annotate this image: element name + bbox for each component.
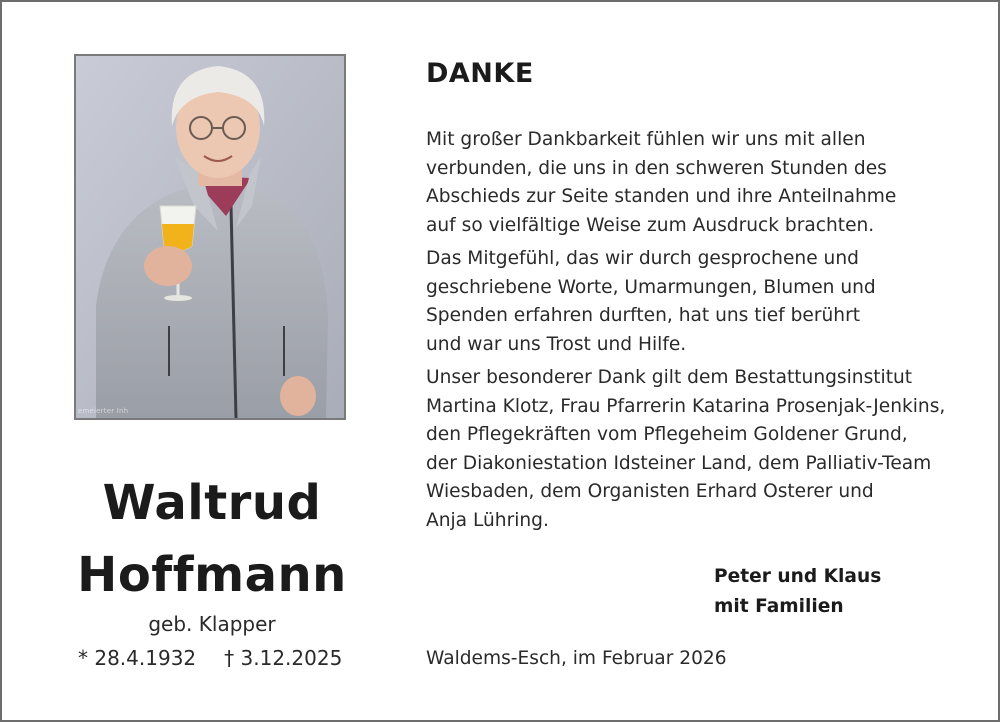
paragraph-gratitude: Mit großer Dankbarkeit fühlen wir uns mit allen verbunden, die uns in den schweren Stunden des Abschieds zur Seite standen und ihre Anteilnahme auf so vielfältige Weise zum Ausdruck brachten.: [426, 129, 897, 236]
maiden-name: geb. Klapper: [148, 612, 276, 636]
heading: DANKE: [426, 58, 534, 89]
photo-watermark: emeierter Inh: [78, 407, 129, 415]
life-dates: [78, 646, 342, 670]
place-date: Waldems-Esch, im Februar 2026: [426, 648, 727, 669]
signers-line-1: Peter und Klaus: [714, 566, 882, 587]
first-name: Waltrud: [102, 475, 322, 531]
paragraph-special-thanks: Unser besonderer Dank gilt dem Bestattungsinstitut Martina Klotz, Frau Pfarrerin Katarina Prosenjak-Jenkins, den Pflegekräften vom Pflegeheim Goldener Grund, der Diakoniestation Idsteiner Land, dem Palliativ-Team Wiesbaden, dem Organisten Erhard Osterer und Anja Lühring.: [426, 367, 946, 531]
death-date: † 3.12.2025: [224, 646, 343, 670]
signers-line-2: mit Familien: [714, 596, 844, 617]
paragraph-sympathy: Das Mitgefühl, das wir durch gesprochene und geschriebene Worte, Umarmungen, Blumen und Spenden erfahren durften, hat uns tief berührt und war uns Trost und Hilfe.: [426, 248, 876, 355]
portrait-photo: [74, 54, 346, 420]
signers: [714, 562, 881, 622]
birth-date: * 28.4.1932: [78, 646, 197, 670]
last-name: Hoffmann: [77, 547, 347, 603]
